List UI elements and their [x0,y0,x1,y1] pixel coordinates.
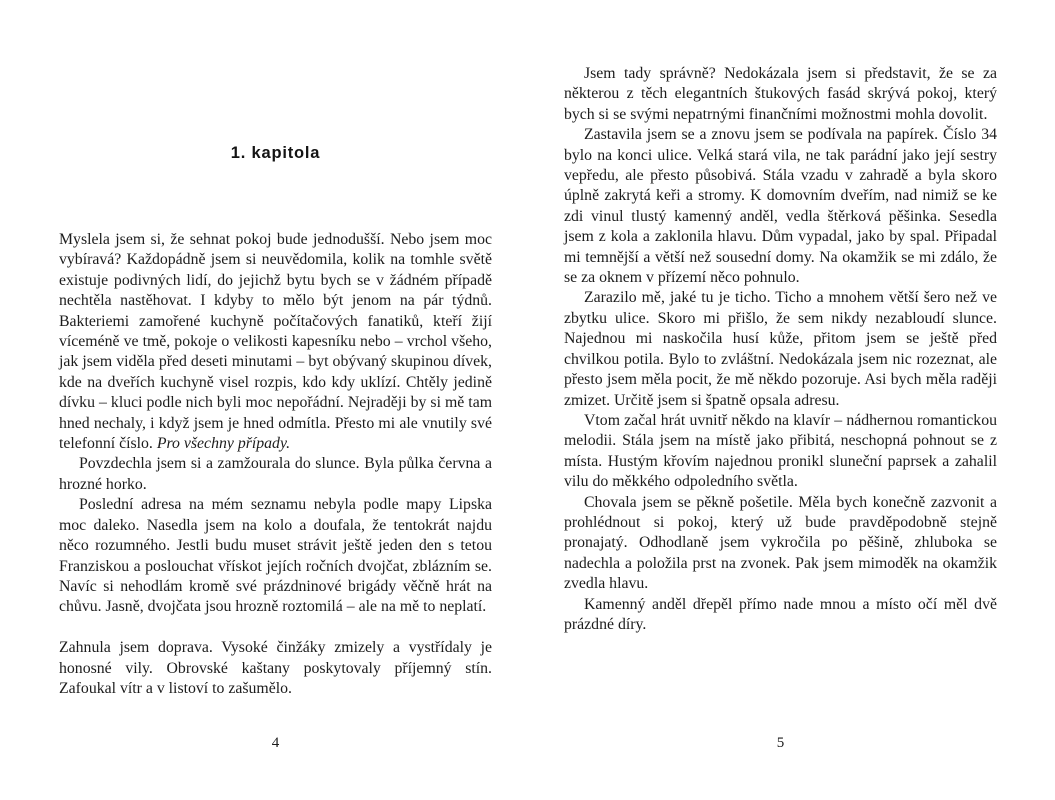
italic-text-run: Pro všechny případy. [156,435,291,453]
paragraph [564,493,997,595]
paragraph [564,595,997,636]
paragraph [564,411,997,493]
page-left [59,0,492,800]
paragraph [564,288,997,410]
text-run: Zahnula jsem doprava. Vysoké činžáky zmizely a vystřídaly je honosné vily. Obrovské kaštany poskytovaly příjemný stín. Zafoukal vítr a v listoví to zašumělo. [59,639,492,697]
text-run: Jsem tady správně? Nedokázala jsem si představit, že se za některou z těch elegantních štukových fasád skrývá pokoj, který bych si se svými nepatrnými finančními možnostmi mohla dovolit. [564,65,997,123]
text-run: Zarazilo mě, jaké tu je ticho. Ticho a mnohem větší šero než ve zbytku ulice. Skoro mi přišlo, že sem nikdy nezabloudí slunce. Najednou mi naskočila husí kůže, přitom jsem se ještě před chvilkou potila. Bylo to zvláštní. Nedokázala jsem nic rozeznat, ale přesto jsem měla pocit, že mě někdo pozoruje. Asi bych měla raději zmizet. Určitě jsem si špatně opsala adresu. [564,289,997,409]
text-run: Povzdechla jsem si a zamžourala do slunce. Byla půlka června a hrozné horko. [59,455,492,493]
paragraph [59,638,492,699]
page-number-right: 5 [776,735,785,751]
text-run: Chovala jsem se pěkně pošetile. Měla bych konečně zazvonit a prohlédnout si pokoj, který už bude pravděpodobně stejně pronajatý. Odhodlaně jsem vykročila po pěšině, zhluboka se nadechla a položila prst na zvonek. Pak jsem mimoděk na okamžik zvedla hlavu. [564,493,997,593]
text-run: Kamenný anděl dřepěl přímo nade mnou a místo očí měl dvě prázdné díry. [564,595,997,633]
paragraph [564,125,997,288]
paragraph [59,454,492,495]
text-run: Vtom začal hrát uvnitř někdo na klavír – nádhernou romantickou melodii. Stála jsem na místě jako přibitá, neschopná pohnout se z místa. Hustým křovím najednou pronikl sluneční paprsek a zahalil vilu do měkkého odpoledního světla. [564,411,997,491]
page-number-left: 4 [271,735,280,751]
chapter-heading: 1. kapitola [230,144,321,162]
page-right [564,0,997,800]
paragraph [59,230,492,454]
text-run: Myslela jsem si, že sehnat pokoj bude jednodušší. Nebo jsem moc vybíravá? Každopádně jsem si neuvědomila, kolik na tomhle světě existuje podivných lidí, do jejichž bytu bych se v žádném případě nechtěla nastěhovat. I kdyby to mělo být jenom na pár týdnů. Bakteriemi zamořené kuchyně počítačových fanatiků, kteří žijí víceméně ve tmě, pokoje o velikosti kapesníku nebo – vrchol všeho, jak jsem viděla před deseti minutami – byt obývaný skupinou dívek, kde na dveřích kuchyně visel rozpis, kdo kdy uklízí. Chtěly jedině dívku – kluci podle nich byli moc nepořádní. Nejraději by si mě tam hned nechaly, i když jsem je hned odmítla. Přesto mi ale vnutily své telefonní číslo. [59,231,492,453]
text-run: Poslední adresa na mém seznamu nebyla podle mapy Lipska moc daleko. Nasedla jsem na kolo a doufala, že tentokrát najdu něco rozumného. Jestli budu muset strávit ještě jeden den s tetou Franziskou a poslouchat vřískot jejích ročních dvojčat, zblázním se. Navíc si nehodlám kromě své prázdninové brigády věčně hrát na chůvu. Jasně, dvojčata jsou hrozně roztomilá – ale na mě to neplatí. [59,496,492,616]
paragraph [59,495,492,617]
paragraph [564,64,997,125]
text-run: Zastavila jsem se a znovu jsem se podívala na papírek. Číslo 34 bylo na konci ulice. Velká stará vila, ne tak parádní jako její sestry vepředu, ale přesto působivá. Stála vzadu v zahradě a byla skoro úplně zakrytá keři a stromy. K domovním dveřím, nad nimiž se ke zdi vinul tlustý kamenný anděl, vedla štěrková pěšinka. Sesedla jsem z kola a zaklonila hlavu. Dům vypadal, jako by spal. Připadal mi temnější a větší než sousední domy. Na okamžik se mi zdálo, že se za oknem v přízemí něco pohnulo. [564,126,997,287]
right-page-text [564,64,997,635]
left-page-text [59,230,492,699]
